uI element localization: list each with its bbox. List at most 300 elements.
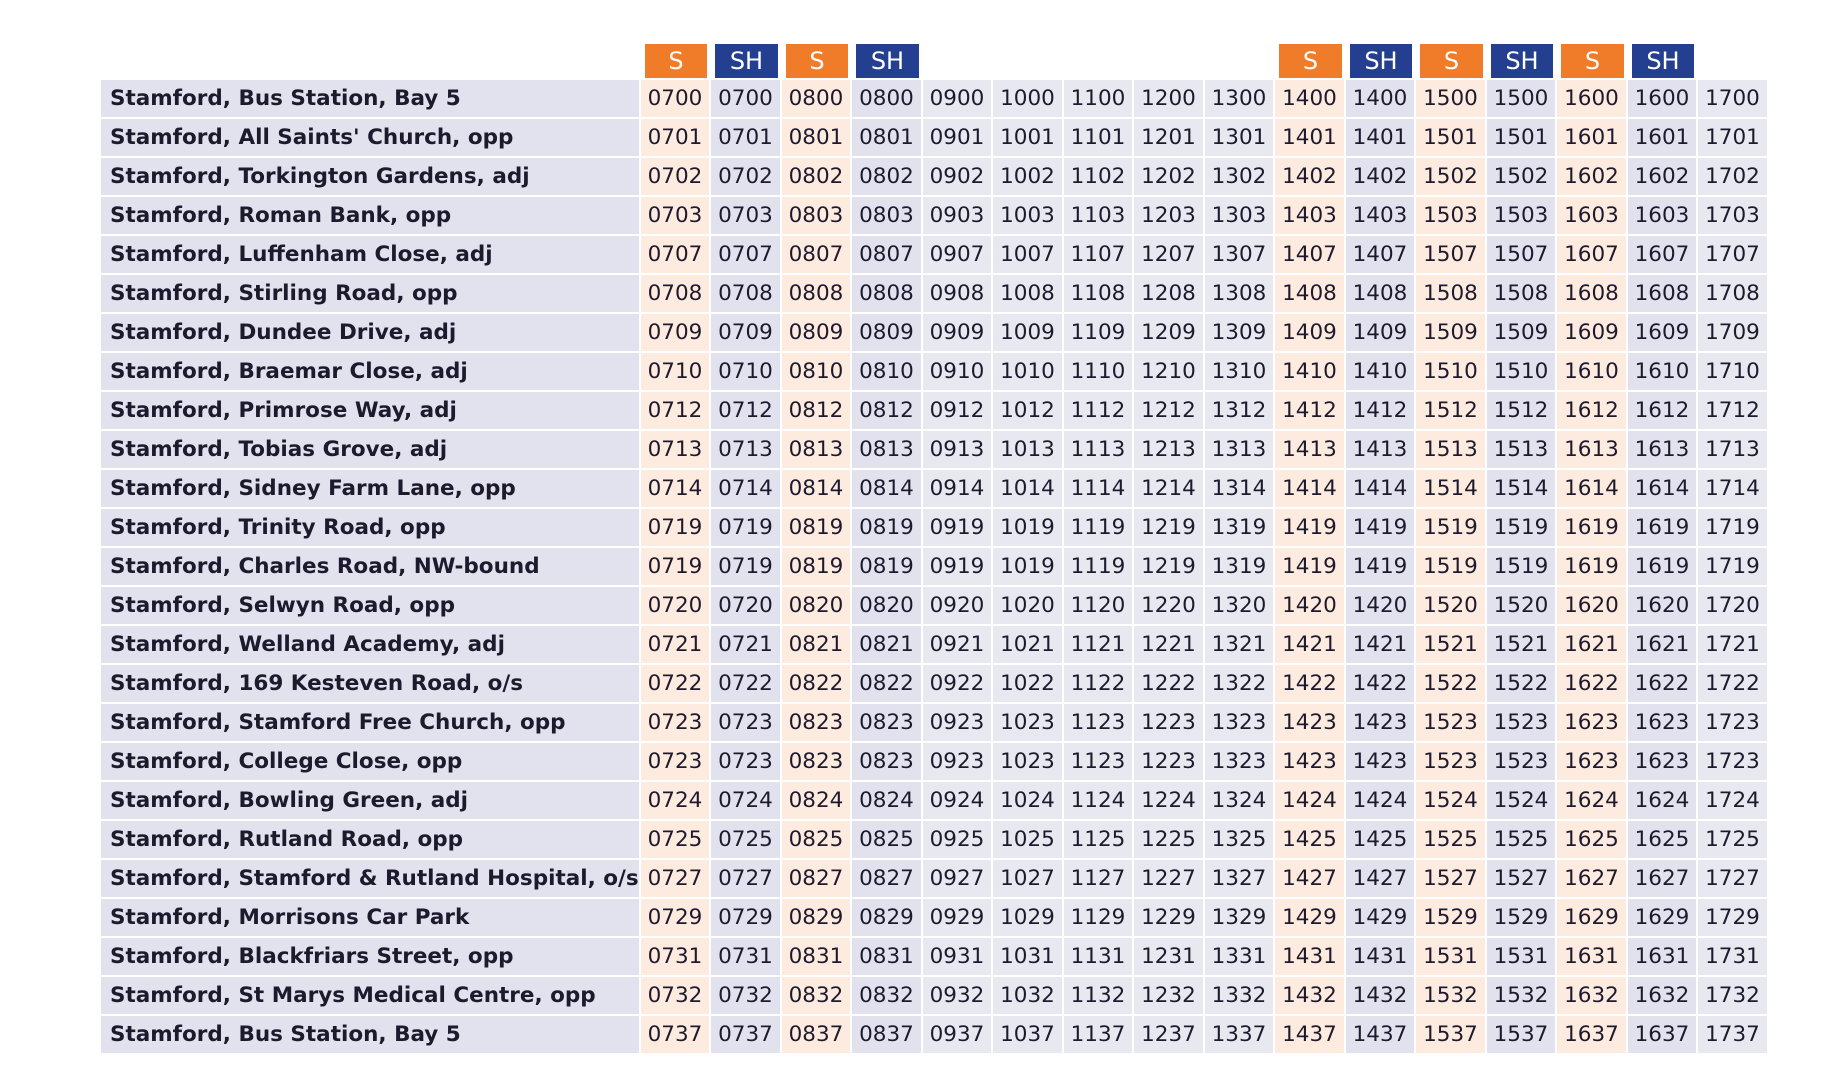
departure-time: 0900: [923, 78, 994, 117]
departure-time: 1309: [1205, 312, 1276, 351]
departure-time: 0825: [852, 819, 923, 858]
departure-time: 0731: [711, 936, 782, 975]
departure-time: 1221: [1134, 624, 1205, 663]
departure-time: 0907: [923, 234, 994, 273]
departure-time: 0825: [782, 819, 853, 858]
stop-name: Stamford, College Close, opp: [101, 741, 641, 780]
column-header: [852, 44, 923, 78]
departure-time: 1529: [1416, 897, 1487, 936]
departure-time: 1531: [1487, 936, 1558, 975]
departure-time: 1314: [1205, 468, 1276, 507]
departure-time: 1327: [1205, 858, 1276, 897]
departure-time: 1623: [1628, 702, 1699, 741]
day-code-badge: S: [645, 44, 708, 78]
departure-time: 1319: [1205, 507, 1276, 546]
departure-time: 0737: [641, 1014, 712, 1053]
departure-time: 0920: [923, 585, 994, 624]
departure-time: 0719: [711, 546, 782, 585]
departure-time: 0714: [641, 468, 712, 507]
departure-time: 1127: [1064, 858, 1135, 897]
departure-time: 1131: [1064, 936, 1135, 975]
departure-time: 1521: [1487, 624, 1558, 663]
departure-time: 1627: [1628, 858, 1699, 897]
day-code-badge: SH: [715, 44, 778, 78]
stop-name: Stamford, All Saints' Church, opp: [101, 117, 641, 156]
departure-time: 1324: [1205, 780, 1276, 819]
departure-time: 1502: [1416, 156, 1487, 195]
departure-time: 1025: [993, 819, 1064, 858]
stop-name: Stamford, Morrisons Car Park: [101, 897, 641, 936]
departure-time: 0713: [711, 429, 782, 468]
column-code-row: [101, 44, 1769, 78]
stop-name: Stamford, Tobias Grove, adj: [101, 429, 641, 468]
stop-name: Stamford, Charles Road, NW-bound: [101, 546, 641, 585]
departure-time: 1112: [1064, 390, 1135, 429]
departure-time: 1603: [1628, 195, 1699, 234]
departure-time: 1500: [1416, 78, 1487, 117]
departure-time: 0832: [852, 975, 923, 1014]
departure-time: 1519: [1487, 507, 1558, 546]
stop-name: Stamford, Rutland Road, opp: [101, 819, 641, 858]
departure-time: 1621: [1628, 624, 1699, 663]
departure-time: 1712: [1698, 390, 1769, 429]
departure-time: 1224: [1134, 780, 1205, 819]
departure-time: 1510: [1416, 351, 1487, 390]
departure-time: 1601: [1557, 117, 1628, 156]
departure-time: 1129: [1064, 897, 1135, 936]
departure-time: 1012: [993, 390, 1064, 429]
departure-time: 1410: [1275, 351, 1346, 390]
departure-time: 0832: [782, 975, 853, 1014]
departure-time: 1307: [1205, 234, 1276, 273]
departure-time: 1423: [1275, 702, 1346, 741]
departure-time: 1613: [1628, 429, 1699, 468]
departure-time: 1514: [1416, 468, 1487, 507]
departure-time: 0712: [711, 390, 782, 429]
departure-time: 1008: [993, 273, 1064, 312]
departure-time: 0723: [641, 702, 712, 741]
departure-time: 1113: [1064, 429, 1135, 468]
header-spacer: [101, 44, 641, 78]
departure-time: 1508: [1416, 273, 1487, 312]
departure-time: 1709: [1698, 312, 1769, 351]
column-header: [711, 44, 782, 78]
departure-time: 0921: [923, 624, 994, 663]
departure-time: 1607: [1557, 234, 1628, 273]
departure-time: 1337: [1205, 1014, 1276, 1053]
departure-time: 1623: [1557, 741, 1628, 780]
stop-row: [101, 195, 1769, 234]
departure-time: 0709: [641, 312, 712, 351]
departure-time: 0801: [782, 117, 853, 156]
departure-time: 1323: [1205, 741, 1276, 780]
stop-row: [101, 312, 1769, 351]
departure-time: 1123: [1064, 702, 1135, 741]
departure-time: 0820: [852, 585, 923, 624]
departure-time: 1100: [1064, 78, 1135, 117]
departure-time: 1632: [1557, 975, 1628, 1014]
departure-time: 1723: [1698, 702, 1769, 741]
departure-time: 1014: [993, 468, 1064, 507]
departure-time: 0722: [711, 663, 782, 702]
departure-time: 1031: [993, 936, 1064, 975]
column-header: [923, 44, 994, 78]
departure-time: 0724: [711, 780, 782, 819]
departure-time: 1612: [1557, 390, 1628, 429]
departure-time: 1002: [993, 156, 1064, 195]
departure-time: 0813: [852, 429, 923, 468]
departure-time: 1137: [1064, 1014, 1135, 1053]
column-header: [1205, 44, 1276, 78]
departure-time: 1625: [1557, 819, 1628, 858]
departure-time: 1200: [1134, 78, 1205, 117]
departure-time: 1519: [1487, 546, 1558, 585]
departure-time: 1114: [1064, 468, 1135, 507]
departure-time: 0823: [852, 702, 923, 741]
departure-time: 1401: [1275, 117, 1346, 156]
departure-time: 1429: [1275, 897, 1346, 936]
departure-time: 0819: [852, 507, 923, 546]
departure-time: 1125: [1064, 819, 1135, 858]
departure-time: 0829: [782, 897, 853, 936]
departure-time: 1203: [1134, 195, 1205, 234]
departure-time: 1329: [1205, 897, 1276, 936]
departure-time: 1537: [1487, 1014, 1558, 1053]
column-header: [1064, 44, 1135, 78]
departure-time: 0723: [711, 702, 782, 741]
departure-time: 0708: [711, 273, 782, 312]
departure-time: 1600: [1628, 78, 1699, 117]
departure-time: 1610: [1557, 351, 1628, 390]
departure-time: 1331: [1205, 936, 1276, 975]
departure-time: 1519: [1416, 546, 1487, 585]
departure-time: 1312: [1205, 390, 1276, 429]
departure-time: 0913: [923, 429, 994, 468]
stop-row: [101, 936, 1769, 975]
departure-time: 0710: [641, 351, 712, 390]
stop-row: [101, 234, 1769, 273]
departure-time: 1322: [1205, 663, 1276, 702]
stop-name: Stamford, Sidney Farm Lane, opp: [101, 468, 641, 507]
departure-time: 1631: [1557, 936, 1628, 975]
departure-time: 1525: [1416, 819, 1487, 858]
departure-time: 0701: [641, 117, 712, 156]
departure-time: 0923: [923, 741, 994, 780]
departure-time: 1424: [1346, 780, 1417, 819]
departure-time: 1527: [1487, 858, 1558, 897]
departure-time: 1223: [1134, 702, 1205, 741]
departure-time: 1509: [1416, 312, 1487, 351]
departure-time: 0937: [923, 1014, 994, 1053]
departure-time: 1108: [1064, 273, 1135, 312]
departure-time: 0827: [852, 858, 923, 897]
departure-time: 0822: [782, 663, 853, 702]
departure-time: 1525: [1487, 819, 1558, 858]
departure-time: 0809: [852, 312, 923, 351]
departure-time: 1124: [1064, 780, 1135, 819]
departure-time: 1608: [1557, 273, 1628, 312]
departure-time: 1419: [1346, 546, 1417, 585]
departure-time: 1523: [1416, 741, 1487, 780]
stop-name: Stamford, Stamford & Rutland Hospital, o/s: [101, 858, 641, 897]
departure-time: 1624: [1557, 780, 1628, 819]
departure-time: 1602: [1628, 156, 1699, 195]
departure-time: 1724: [1698, 780, 1769, 819]
departure-time: 1132: [1064, 975, 1135, 1014]
departure-time: 1102: [1064, 156, 1135, 195]
departure-time: 1623: [1628, 741, 1699, 780]
departure-time: 1425: [1275, 819, 1346, 858]
departure-time: 1231: [1134, 936, 1205, 975]
stop-row: [101, 897, 1769, 936]
departure-time: 0723: [711, 741, 782, 780]
departure-time: 0914: [923, 468, 994, 507]
day-code-badge: S: [786, 44, 849, 78]
departure-time: 0823: [852, 741, 923, 780]
departure-time: 1503: [1487, 195, 1558, 234]
departure-time: 1303: [1205, 195, 1276, 234]
departure-time: 1619: [1628, 507, 1699, 546]
departure-time: 1400: [1275, 78, 1346, 117]
stop-name: Stamford, Primrose Way, adj: [101, 390, 641, 429]
departure-time: 1507: [1487, 234, 1558, 273]
departure-time: 1101: [1064, 117, 1135, 156]
departure-time: 1214: [1134, 468, 1205, 507]
departure-time: 1410: [1346, 351, 1417, 390]
departure-time: 1000: [993, 78, 1064, 117]
departure-time: 1425: [1346, 819, 1417, 858]
departure-time: 0814: [852, 468, 923, 507]
departure-time: 0901: [923, 117, 994, 156]
departure-time: 1437: [1346, 1014, 1417, 1053]
departure-time: 1432: [1346, 975, 1417, 1014]
departure-time: 1620: [1557, 585, 1628, 624]
departure-time: 0821: [782, 624, 853, 663]
departure-time: 1500: [1487, 78, 1558, 117]
departure-time: 0800: [782, 78, 853, 117]
departure-time: 1608: [1628, 273, 1699, 312]
departure-time: 1225: [1134, 819, 1205, 858]
stop-row: [101, 624, 1769, 663]
departure-time: 1212: [1134, 390, 1205, 429]
departure-time: 0819: [782, 507, 853, 546]
column-header: [1346, 44, 1417, 78]
departure-time: 0731: [641, 936, 712, 975]
departure-time: 0729: [711, 897, 782, 936]
departure-time: 1720: [1698, 585, 1769, 624]
departure-time: 1208: [1134, 273, 1205, 312]
departure-time: 1637: [1628, 1014, 1699, 1053]
departure-time: 1110: [1064, 351, 1135, 390]
departure-time: 1001: [993, 117, 1064, 156]
departure-time: 1109: [1064, 312, 1135, 351]
departure-time: 1601: [1628, 117, 1699, 156]
stop-row: [101, 585, 1769, 624]
departure-time: 1400: [1346, 78, 1417, 117]
departure-time: 0908: [923, 273, 994, 312]
departure-time: 1607: [1628, 234, 1699, 273]
departure-time: 0810: [782, 351, 853, 390]
departure-time: 0837: [852, 1014, 923, 1053]
departure-time: 1721: [1698, 624, 1769, 663]
departure-time: 1620: [1628, 585, 1699, 624]
departure-time: 1009: [993, 312, 1064, 351]
departure-time: 1325: [1205, 819, 1276, 858]
departure-time: 1437: [1275, 1014, 1346, 1053]
departure-time: 1412: [1275, 390, 1346, 429]
stop-row: [101, 546, 1769, 585]
departure-time: 1227: [1134, 858, 1205, 897]
departure-time: 1731: [1698, 936, 1769, 975]
departure-time: 0703: [711, 195, 782, 234]
departure-time: 0813: [782, 429, 853, 468]
departure-time: 1123: [1064, 741, 1135, 780]
stop-row: [101, 741, 1769, 780]
departure-time: 0902: [923, 156, 994, 195]
departure-time: 1507: [1416, 234, 1487, 273]
departure-time: 1614: [1628, 468, 1699, 507]
departure-time: 1629: [1557, 897, 1628, 936]
departure-time: 0932: [923, 975, 994, 1014]
departure-time: 1612: [1628, 390, 1699, 429]
departure-time: 1523: [1416, 702, 1487, 741]
departure-time: 1420: [1346, 585, 1417, 624]
departure-time: 0812: [782, 390, 853, 429]
departure-time: 1413: [1275, 429, 1346, 468]
departure-time: 1619: [1628, 546, 1699, 585]
departure-time: 0720: [641, 585, 712, 624]
departure-time: 1414: [1346, 468, 1417, 507]
stop-name: Stamford, Braemar Close, adj: [101, 351, 641, 390]
departure-time: 1419: [1275, 507, 1346, 546]
stop-row: [101, 390, 1769, 429]
departure-time: 1409: [1346, 312, 1417, 351]
day-code-badge: SH: [1632, 44, 1695, 78]
departure-time: 0709: [711, 312, 782, 351]
departure-time: 0713: [641, 429, 712, 468]
departure-time: 0721: [711, 624, 782, 663]
departure-time: 1219: [1134, 507, 1205, 546]
departure-time: 1503: [1416, 195, 1487, 234]
departure-time: 0801: [852, 117, 923, 156]
departure-time: 1027: [993, 858, 1064, 897]
departure-time: 0700: [641, 78, 712, 117]
departure-time: 1613: [1557, 429, 1628, 468]
departure-time: 1414: [1275, 468, 1346, 507]
departure-time: 1119: [1064, 546, 1135, 585]
departure-time: 1308: [1205, 273, 1276, 312]
departure-time: 1121: [1064, 624, 1135, 663]
departure-time: 0821: [852, 624, 923, 663]
departure-time: 1609: [1557, 312, 1628, 351]
departure-time: 1610: [1628, 351, 1699, 390]
departure-time: 1713: [1698, 429, 1769, 468]
departure-time: 1513: [1416, 429, 1487, 468]
stop-name: Stamford, Stirling Road, opp: [101, 273, 641, 312]
column-header: [1628, 44, 1699, 78]
departure-time: 1301: [1205, 117, 1276, 156]
stop-name: Stamford, Luffenham Close, adj: [101, 234, 641, 273]
departure-time: 0829: [852, 897, 923, 936]
departure-time: 1531: [1416, 936, 1487, 975]
departure-time: 1302: [1205, 156, 1276, 195]
departure-time: 1024: [993, 780, 1064, 819]
departure-time: 1029: [993, 897, 1064, 936]
departure-time: 1509: [1487, 312, 1558, 351]
stop-name: Stamford, Trinity Road, opp: [101, 507, 641, 546]
departure-time: 0819: [782, 546, 853, 585]
departure-time: 1501: [1416, 117, 1487, 156]
departure-time: 1632: [1628, 975, 1699, 1014]
departure-time: 1037: [993, 1014, 1064, 1053]
stop-name: Stamford, Stamford Free Church, opp: [101, 702, 641, 741]
departure-time: 1201: [1134, 117, 1205, 156]
departure-time: 1624: [1628, 780, 1699, 819]
departure-time: 0720: [711, 585, 782, 624]
departure-time: 0922: [923, 663, 994, 702]
departure-time: 0703: [641, 195, 712, 234]
departure-time: 1513: [1487, 429, 1558, 468]
departure-time: 1532: [1416, 975, 1487, 1014]
day-code-badge: S: [1420, 44, 1483, 78]
departure-time: 1421: [1346, 624, 1417, 663]
departure-time: 1319: [1205, 546, 1276, 585]
departure-time: 0712: [641, 390, 712, 429]
departure-time: 1619: [1557, 546, 1628, 585]
column-header: [1487, 44, 1558, 78]
departure-time: 1427: [1346, 858, 1417, 897]
departure-time: 1407: [1346, 234, 1417, 273]
stop-name: Stamford, Blackfriars Street, opp: [101, 936, 641, 975]
departure-time: 1310: [1205, 351, 1276, 390]
departure-time: 0725: [711, 819, 782, 858]
departure-time: 0707: [711, 234, 782, 273]
departure-time: 1207: [1134, 234, 1205, 273]
departure-time: 1023: [993, 702, 1064, 741]
day-code-badge: SH: [1350, 44, 1413, 78]
departure-time: 0727: [711, 858, 782, 897]
departure-time: 0810: [852, 351, 923, 390]
departure-time: 1702: [1698, 156, 1769, 195]
day-code-badge: S: [1561, 44, 1624, 78]
column-header: [1698, 44, 1769, 78]
departure-time: 0814: [782, 468, 853, 507]
stop-row: [101, 351, 1769, 390]
departure-time: 1508: [1487, 273, 1558, 312]
departure-time: 0923: [923, 702, 994, 741]
departure-time: 0732: [711, 975, 782, 1014]
departure-time: 0823: [782, 741, 853, 780]
departure-time: 0819: [852, 546, 923, 585]
departure-time: 1609: [1628, 312, 1699, 351]
departure-time: 1431: [1346, 936, 1417, 975]
departure-time: 1725: [1698, 819, 1769, 858]
departure-time: 1213: [1134, 429, 1205, 468]
stop-row: [101, 117, 1769, 156]
departure-time: 1602: [1557, 156, 1628, 195]
departure-time: 1510: [1487, 351, 1558, 390]
stop-row: [101, 702, 1769, 741]
stop-row: [101, 975, 1769, 1014]
departure-time: 1431: [1275, 936, 1346, 975]
departure-time: 1600: [1557, 78, 1628, 117]
departure-time: 1427: [1275, 858, 1346, 897]
departure-time: 1229: [1134, 897, 1205, 936]
column-header: [1275, 44, 1346, 78]
departure-time: 1422: [1346, 663, 1417, 702]
departure-time: 1523: [1487, 702, 1558, 741]
stop-name: Stamford, Bus Station, Bay 5: [101, 78, 641, 117]
